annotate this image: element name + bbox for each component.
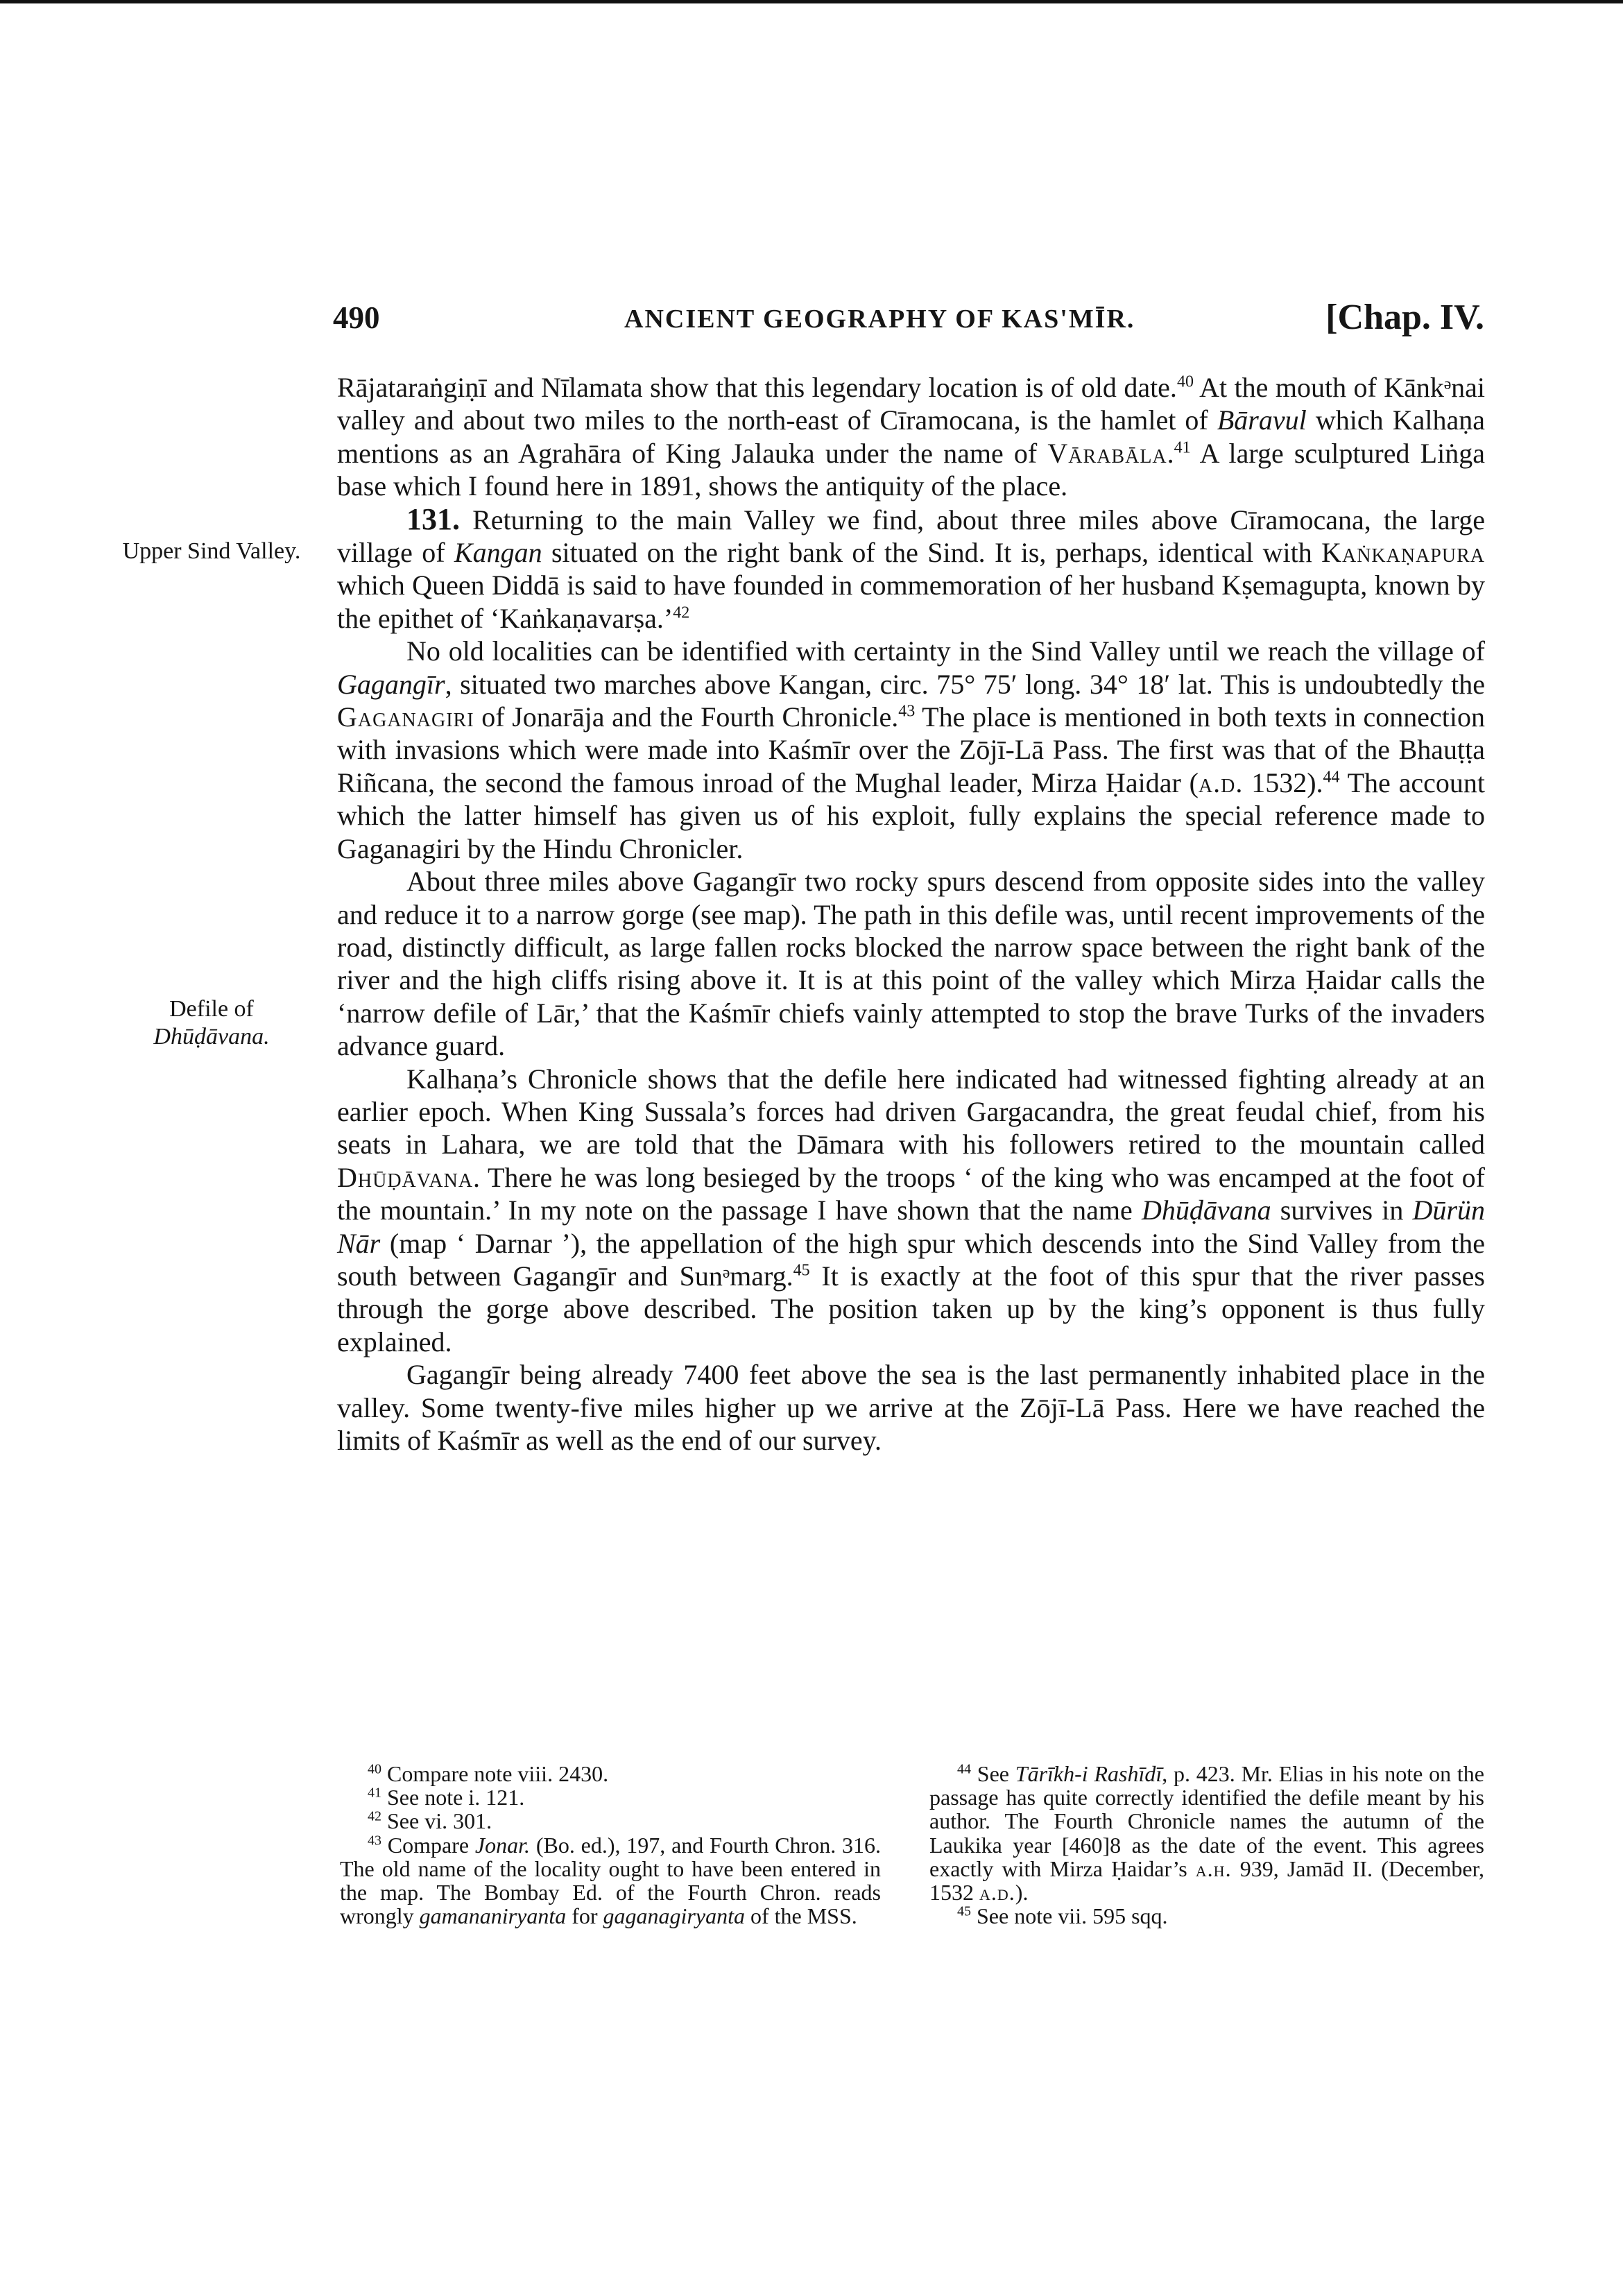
text-run: Returning to the main Valley we find, about three miles above Cīramocana, the large village of	[337, 504, 1485, 569]
footnote-number: 43	[368, 1832, 381, 1848]
text-run: 1532).	[1243, 766, 1323, 798]
paragraph-1	[337, 371, 1485, 503]
paragraph-3	[337, 635, 1485, 865]
body-text	[337, 371, 1485, 1457]
small-caps-term: Vārabāla	[1047, 437, 1167, 469]
footnote-text: , p. 423. Mr. Elias in his note on the passage has quite correctly identified the defile meant by his author. The Fourth Chronicle names the autumn of the Laukika year [460]8 as the date of the event. This agrees exactly with Mirza Ḥaidar’s	[929, 1761, 1484, 1881]
text-run: (map ‘ Darnar ’), the appellation of the high spur which descends into the Sind Valley from the south between Gagangīr and Sunᵊmarg.	[337, 1227, 1485, 1292]
footnote-42	[340, 1809, 881, 1833]
italic-term: Bāravul	[1217, 404, 1307, 436]
scan-top-edge	[0, 0, 1623, 3]
running-title: ANCIENT GEOGRAPHY OF KAS'MĪR.	[624, 305, 1135, 334]
footnotes-left-column	[340, 1762, 881, 1928]
italic-term: Gagangīr	[337, 668, 445, 700]
text-run: Rājataraṅgiṇī and Nīlamata show that this legendary location is of old date.	[337, 372, 1177, 403]
small-caps-term: a.d.	[979, 1880, 1015, 1905]
text-run: At the mouth of Kānkᵊnai valley and about two miles to the north-east of Cīramocana, is the hamlet of	[337, 372, 1486, 436]
footnote-43	[340, 1833, 881, 1928]
text-run: A large sculptured Liṅga base which I found here in 1891, shows the antiquity of the place.	[337, 437, 1485, 502]
small-caps-term: Dhūḍāvana	[337, 1161, 474, 1193]
footnote-number: 45	[957, 1903, 971, 1919]
paragraph-6	[337, 1358, 1485, 1457]
footnote-ref: 41	[1174, 438, 1191, 457]
footnote-ref: 40	[1176, 372, 1194, 391]
text-run: . There he was long besieged by the troops ‘ of the king who was encamped at the foot of the mountain.’ In my note on the passage I have shown that the name	[337, 1161, 1485, 1226]
footnotes-right-column	[929, 1762, 1484, 1928]
small-caps-term: Kaṅkaṇapura	[1321, 537, 1485, 569]
footnote-text: See note vii. 595 sqq.	[971, 1903, 1168, 1929]
footnote-ref: 42	[673, 603, 690, 622]
footnote-40	[340, 1762, 881, 1785]
footnote-text: of the MSS.	[744, 1903, 857, 1929]
footnote-text: See	[971, 1761, 1015, 1786]
footnote-ref: 43	[898, 702, 916, 721]
text-run: situated on the right bank of the Sind. It is, perhaps, identical with	[542, 537, 1322, 569]
footnote-45	[929, 1904, 1484, 1928]
paragraph-4	[337, 865, 1485, 1062]
footnote-text: Compare note viii. 2430.	[381, 1761, 609, 1786]
italic-term: Kangan	[454, 537, 542, 569]
text-run: About three miles above Gagangīr two rocky spurs descend from opposite sides into the valley and reduce it to a narrow gorge (see map). The path in this defile was, until recent improvements of the road, distinctly difficult, as large fallen rocks blocked the narrow space between the right bank of the river and the high cliffs rising above it. It is at this point of the valley which Mirza Ḥaidar calls the ‘narrow defile of Lār,’ that the Kaśmīr chiefs vainly attempted to stop the brave Turks of the invaders advance guard.	[337, 866, 1485, 1062]
footnote-ref: 45	[793, 1261, 810, 1280]
section-number: 131.	[406, 502, 460, 536]
italic-term: gaganagiryanta	[603, 1903, 745, 1929]
footnote-ref: 44	[1323, 768, 1340, 787]
footnote-text: ).	[1015, 1880, 1029, 1905]
text-run: which Queen Diddā is said to have founded in commemoration of her husband Kṣemagupta, known by the epithet of ‘Kaṅkaṇavarṣa.’	[337, 569, 1485, 634]
text-run: The place is mentioned in both texts in connection with invasions which were made into Kaśmīr over the Zōjī-Lā Pass. The first was that of the Bhauṭṭa Riñcana, the second the famous inroad of the Mughal leader, Mirza Ḥaidar (	[337, 701, 1485, 798]
text-run: The account which the latter himself has given us of his exploit, fully explains the special reference made to Gaganagiri by the Hindu Chronicler.	[337, 766, 1485, 864]
footnote-text: See vi. 301.	[381, 1808, 492, 1834]
chapter-label: [Chap. IV.	[1325, 298, 1484, 337]
text-run: survives in	[1271, 1194, 1413, 1226]
footnote-text: 939, Jamād II. (December, 1532	[929, 1856, 1484, 1905]
small-caps-term: a.d.	[1198, 766, 1244, 798]
footnote-text: Compare	[381, 1832, 475, 1858]
footnote-text: for	[566, 1903, 603, 1929]
text-run: No old localities can be identified with certainty in the Sind Valley until we reach the village of	[406, 635, 1485, 667]
margin-note-upper-sind: Upper Sind Valley.	[122, 538, 301, 564]
text-run: .	[1167, 437, 1174, 469]
page-number: 490	[333, 300, 380, 335]
text-run: Gagangīr being already 7400 feet above the sea is the last permanently inhabited place in the valley. Some twenty-five miles higher up we arrive at the Zōjī-Lā Pass. Here we have reached the limits of Kaśmīr as well as the end of our survey.	[337, 1359, 1485, 1456]
footnote-number: 41	[368, 1785, 381, 1801]
footnote-text: (Bo. ed.), 197, and Fourth Chron. 316. The old name of the locality ought to have been entered in the map. The Bombay Ed. of the Fourth Chron. reads wrongly	[340, 1832, 882, 1929]
text-run: It is exactly at the foot of this spur that the river passes through the gorge above described. The position taken up by the king’s opponent is thus fully explained.	[337, 1260, 1485, 1357]
footnote-number: 40	[368, 1761, 381, 1777]
text-run: Kalhaṇa’s Chronicle shows that the defile here indicated had witnessed fighting already at an earlier epoch. When King Sussala’s forces had driven Gargacandra, the great feudal chief, from his seats in Lahara, we are told that the Dāmara with his followers retired to the mountain called	[337, 1063, 1485, 1160]
text-run: of Jonarāja and the Fourth Chronicle.	[474, 701, 899, 733]
footnote-44	[929, 1762, 1484, 1904]
footnote-number: 44	[957, 1761, 971, 1777]
margin-note-defile	[111, 995, 312, 1051]
paragraph-5	[337, 1063, 1485, 1359]
italic-term: Dūrün Nār	[337, 1194, 1485, 1259]
footnote-number: 42	[368, 1808, 381, 1824]
paragraph-2	[337, 503, 1485, 635]
margin-note-defile-line1: Defile of	[169, 996, 254, 1022]
footnote-text: See note i. 121.	[381, 1785, 525, 1810]
italic-term: Jonar.	[474, 1832, 531, 1858]
page-header	[333, 300, 1484, 348]
text-run: , situated two marches above Kangan, circ. 75° 75′ long. 34° 18′ lat. This is undoubtedly the	[445, 668, 1485, 700]
margin-note-defile-line2	[111, 1023, 312, 1051]
margin-note-defile-name: Dhūḍāvana.	[153, 1024, 270, 1050]
footnote-41	[340, 1785, 881, 1809]
small-caps-term: a.h.	[1195, 1856, 1232, 1881]
italic-term: Dhūḍāvana	[1141, 1194, 1271, 1226]
italic-term: Tārīkh-i Rashīdī	[1015, 1761, 1162, 1786]
italic-term: gamananiryanta	[419, 1903, 567, 1929]
text-run: which Kalhaṇa mentions as an Agrahāra of King Jalauka under the name of	[337, 404, 1486, 469]
small-caps-term: Gaganagiri	[337, 701, 474, 733]
